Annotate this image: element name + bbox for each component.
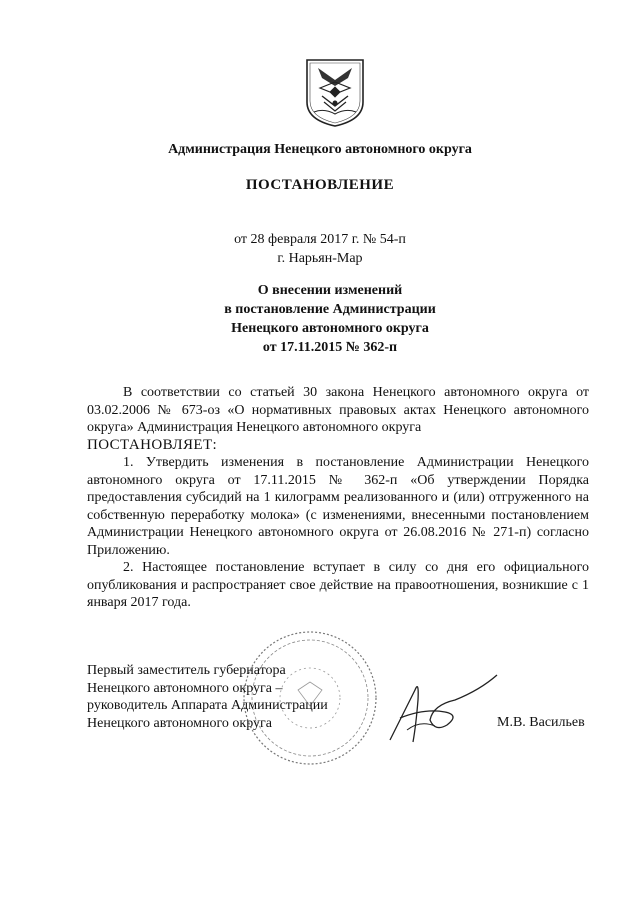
signatory-position (87, 662, 328, 732)
city: г. Нарьян-Мар (277, 251, 363, 266)
signatory-name: М.В. Васильев (497, 715, 585, 730)
coat-of-arms-icon (304, 58, 366, 128)
document-type: ПОСТАНОВЛЕНИЕ (245, 177, 395, 193)
position-line-2: Ненецкого автономного округа – (87, 680, 283, 696)
position-line-3: руководитель Аппарата Администрации (87, 698, 328, 713)
subject-line-2: в постановление Администрации (224, 302, 436, 317)
item-1: 1. Утвердить изменения в постановление Администрации Ненецкого автономного округа от 17.11.2015 № 362-п «Об утверждении Порядка предоставления субсидий на 1 килограмм реализованного и (или) отгруженного на собственную переработку молока» (с изменениями, внесенными постановлением Администрации Ненецкого автономного округа от 26.08.2016 № 271-п) согласно Приложению. (87, 455, 589, 558)
organization-title: Администрация Ненецкого автономного округа (168, 142, 472, 157)
postanovlyaet: ПОСТАНОВЛЯЕТ: (87, 436, 218, 453)
handwritten-signature (385, 670, 500, 750)
date-number: от 28 февраля 2017 г. № 54-п (234, 232, 406, 247)
subject-line-4: от 17.11.2015 № 362-п (262, 340, 398, 355)
document-body (87, 384, 589, 612)
position-line-1: Первый заместитель губернатора (87, 663, 286, 678)
preamble: В соответствии со статьей 30 закона Ненецкого автономного округа от 03.02.2006 № 673-оз «О нормативных правовых актах Ненецкого автономного округа» Администрация Ненецкого автономного округа (87, 385, 589, 435)
subject-line-1: О внесении изменений (257, 283, 403, 298)
position-line-4: Ненецкого автономного округа (87, 715, 272, 731)
subject-line-3: Ненецкого автономного округа (231, 321, 429, 336)
item-2: 2. Настоящее постановление вступает в силу со дня его официального опубликования и распространяет свое действие на правоотношения, возникшие с 1 января 2017 года. (87, 560, 589, 610)
